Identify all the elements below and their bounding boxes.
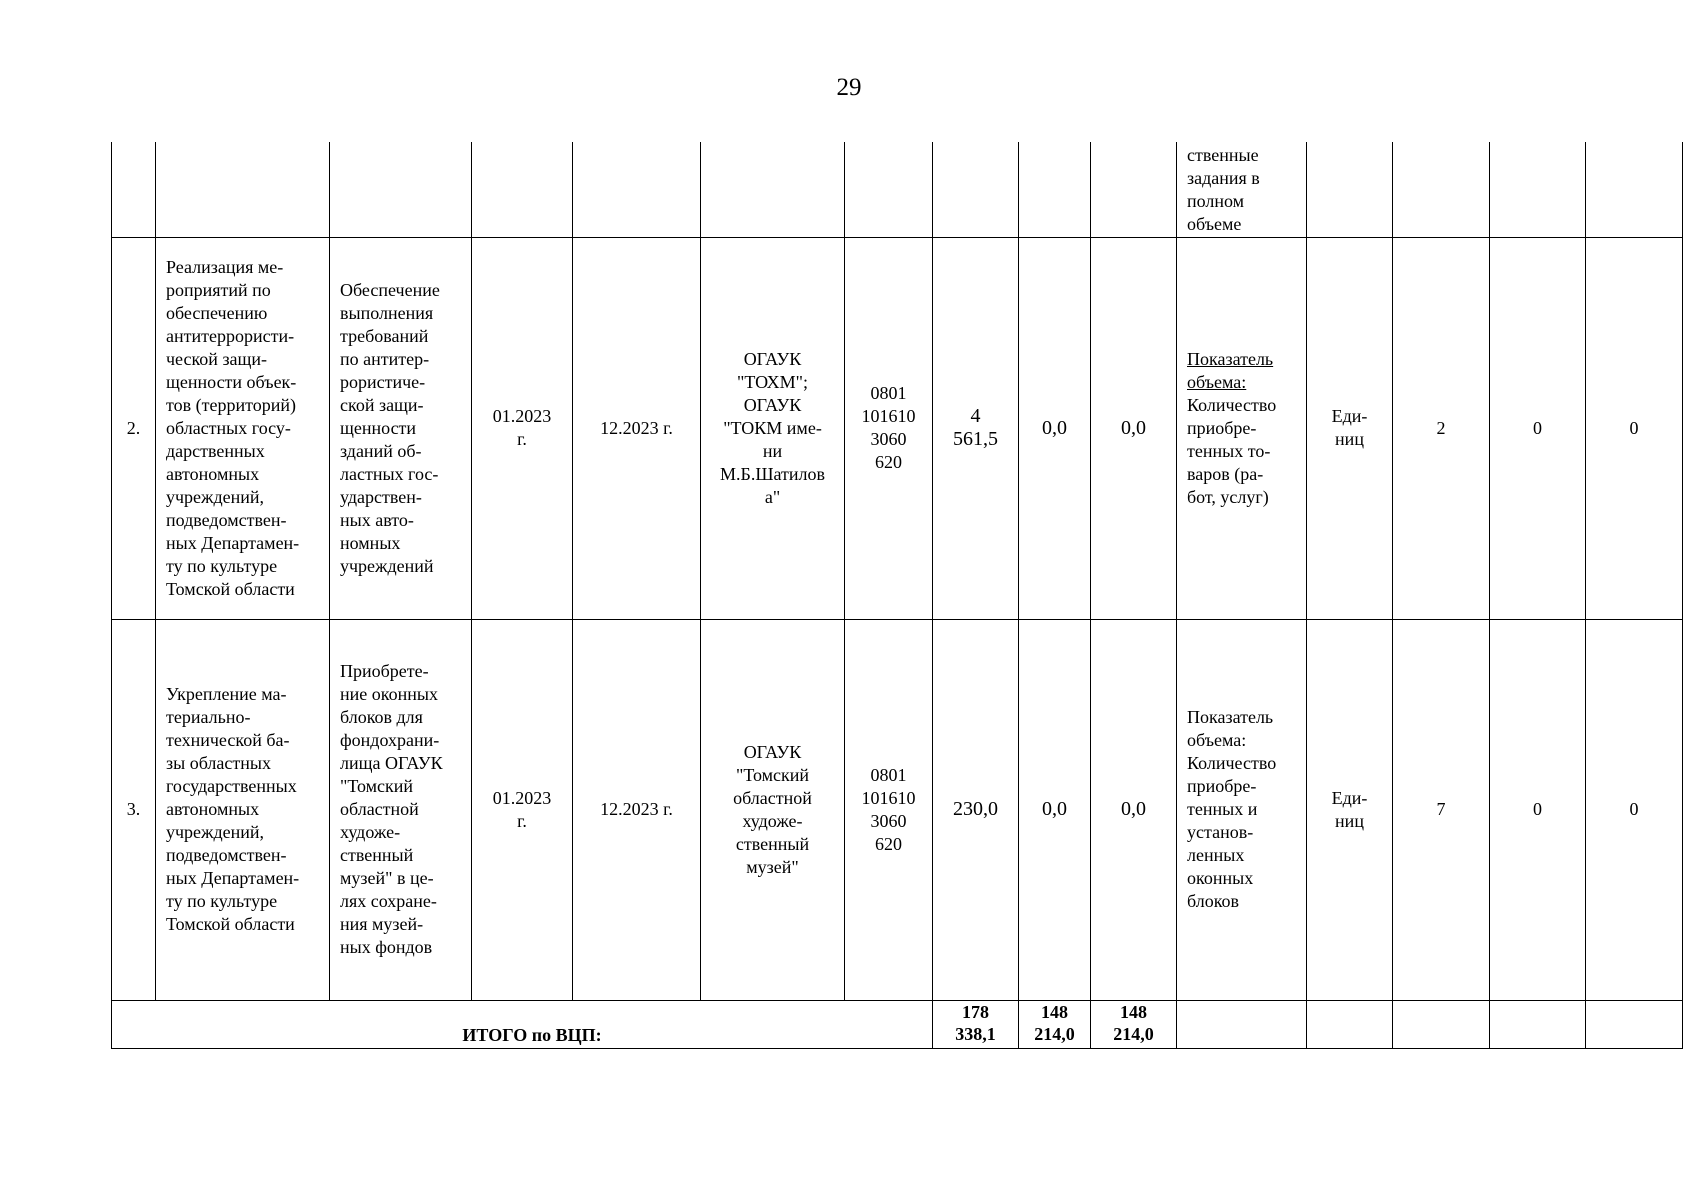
row-number: 3. bbox=[112, 619, 156, 1000]
total-amount-2: 148 214,0 bbox=[1019, 1000, 1091, 1048]
amount-3: 0,0 bbox=[1091, 619, 1177, 1000]
end-date: 12.2023 г. bbox=[573, 619, 701, 1000]
cell-empty bbox=[1586, 142, 1683, 237]
executor: ОГАУК "ТОХМ"; ОГАУК "ТОКМ име- ни М.Б.Шатилов а" bbox=[701, 237, 845, 619]
continued-row bbox=[112, 142, 1683, 237]
cell-empty bbox=[1307, 1000, 1393, 1048]
cell-empty bbox=[1177, 1000, 1307, 1048]
end-date: 12.2023 г. bbox=[573, 237, 701, 619]
page-number: 29 bbox=[836, 74, 862, 101]
value-1: 2 bbox=[1393, 237, 1490, 619]
total-row bbox=[112, 1000, 1683, 1048]
unit: Еди- ниц bbox=[1307, 619, 1393, 1000]
value-2: 0 bbox=[1490, 237, 1586, 619]
event-name: Реализация ме- роприятий по обеспечению антитеррористи- ческой защи- щенности объек- тов (территорий) областных госу- дарственных автономных учреждений, подведомствен- ных Департамен- ту по культуре Томской области bbox=[156, 237, 330, 619]
amount-1: 4 561,5 bbox=[933, 237, 1019, 619]
cell-empty bbox=[1307, 142, 1393, 237]
continued-indicator: ственные задания в полном объеме bbox=[1177, 142, 1307, 237]
cell-empty bbox=[1019, 142, 1091, 237]
row-number: 2. bbox=[112, 237, 156, 619]
indicator-text: Количество приобре- тенных и установ- ленных оконных блоков bbox=[1187, 753, 1277, 911]
cell-empty bbox=[1393, 142, 1490, 237]
start-date: 01.2023 г. bbox=[472, 237, 573, 619]
cell-empty bbox=[1490, 142, 1586, 237]
unit: Еди- ниц bbox=[1307, 237, 1393, 619]
table-row bbox=[112, 619, 1683, 1000]
cell-empty bbox=[112, 142, 156, 237]
amount-1: 230,0 bbox=[933, 619, 1019, 1000]
event-result: Обеспечение выполнения требований по антитер- рористиче- ской защи- щенности зданий об- ластных гос- ударствен- ных авто- номных учреждений bbox=[330, 237, 472, 619]
executor: ОГАУК "Томский областной художе- ственный музей" bbox=[701, 619, 845, 1000]
indicator-text: Количество приобре- тенных то- варов (ра- бот, услуг) bbox=[1187, 394, 1277, 507]
budget-code: 0801 101610 3060 620 bbox=[845, 237, 933, 619]
amount-2: 0,0 bbox=[1019, 619, 1091, 1000]
amount-3: 0,0 bbox=[1091, 237, 1177, 619]
indicator bbox=[1177, 619, 1307, 1000]
cell-empty bbox=[1091, 142, 1177, 237]
indicator-title: Показатель объема: bbox=[1187, 348, 1274, 392]
total-label: ИТОГО по ВЦП: bbox=[112, 1000, 933, 1048]
event-name: Укрепление ма- териально- технической ба- зы областных государственных автономных учреждений, подведомствен- ных Департамен- ту по культуре Томской области bbox=[156, 619, 330, 1000]
amount-2: 0,0 bbox=[1019, 237, 1091, 619]
start-date: 01.2023 г. bbox=[472, 619, 573, 1000]
cell-empty bbox=[1586, 1000, 1683, 1048]
value-2: 0 bbox=[1490, 619, 1586, 1000]
cell-empty bbox=[330, 142, 472, 237]
value-1: 7 bbox=[1393, 619, 1490, 1000]
budget-code: 0801 101610 3060 620 bbox=[845, 619, 933, 1000]
total-amount-3: 148 214,0 bbox=[1091, 1000, 1177, 1048]
cell-empty bbox=[933, 142, 1019, 237]
event-result: Приобрете- ние оконных блоков для фондохрани- лища ОГАУК "Томский областной художе- ственный музей" в це- лях сохране- ния музей- ных фондов bbox=[330, 619, 472, 1000]
total-amount-1: 178 338,1 bbox=[933, 1000, 1019, 1048]
value-3: 0 bbox=[1586, 237, 1683, 619]
program-table bbox=[111, 142, 1683, 1049]
table-row bbox=[112, 237, 1683, 619]
value-3: 0 bbox=[1586, 619, 1683, 1000]
cell-empty bbox=[156, 142, 330, 237]
indicator bbox=[1177, 237, 1307, 619]
cell-empty bbox=[472, 142, 573, 237]
indicator-title: Показатель объема: bbox=[1187, 707, 1274, 750]
cell-empty bbox=[1490, 1000, 1586, 1048]
cell-empty bbox=[573, 142, 701, 237]
cell-empty bbox=[845, 142, 933, 237]
cell-empty bbox=[1393, 1000, 1490, 1048]
cell-empty bbox=[701, 142, 845, 237]
